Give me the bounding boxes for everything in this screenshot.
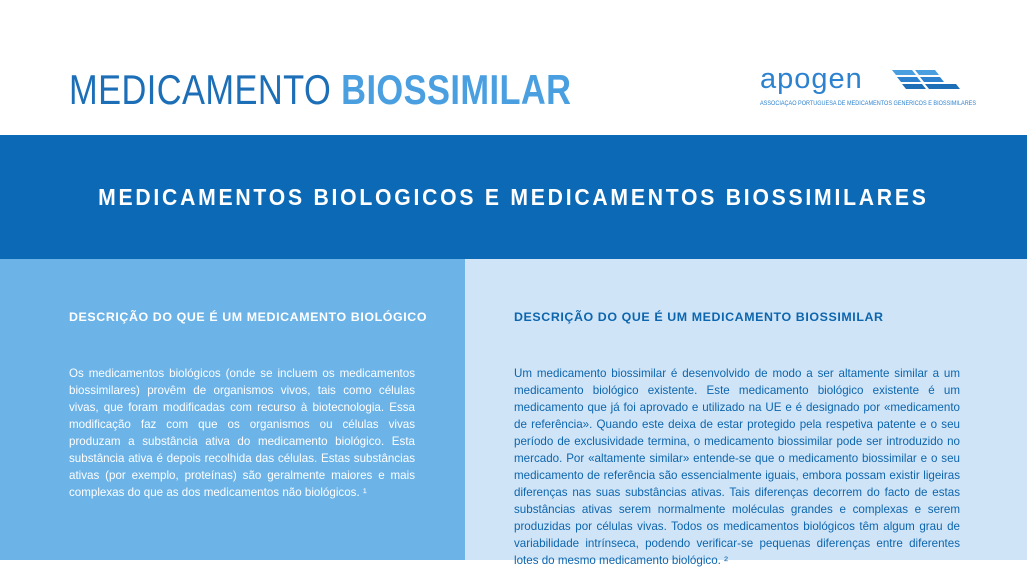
biological-medicine-panel [0, 259, 465, 560]
biosimilar-medicine-panel [465, 259, 1027, 567]
biosimilar-heading: DESCRIÇÃO DO QUE É UM MEDICAMENTO BIOSSIMILAR [514, 310, 884, 324]
biosimilar-description: Um medicamento biossimilar é desenvolvido de modo a ser altamente similar a um medicamento biológico existente. Este medicamento biológico existente é um medicamento que já foi aprovado e utilizado na UE e é designado por «medicamento de referência». Quando este deixa de estar protegido pela respetiva patente e o seu período de exclusividade termina, o medicamento biossimilar pode ser introduzido no mercado. Por «altamente similar» entende-se que o medicamento biossimilar e o seu medicamento de referência são essencialmente iguais, embora possam existir ligeiras diferenças nas suas substâncias ativas. Tais diferenças decorrem do facto de estas substâncias ativas serem normalmente moléculas grandes e complexas e serem produzidas por células vivas. Todos os medicamentos biológicos têm algum grau de variabilidade intrínseca, podendo verificar-se pequenas diferenças entre diferentes lotes do mesmo medicamento biológico. ² [514, 367, 960, 567]
document-title [69, 64, 571, 116]
logo-subtitle: ASSOCIAÇÃO PORTUGUESA DE MEDICAMENTOS GENÉRICOS E BIOSSIMILARES [760, 101, 977, 107]
title-bold: BIOSSIMILAR [341, 66, 572, 113]
logo-wordmark: apogen [760, 63, 863, 95]
biological-heading: DESCRIÇÃO DO QUE É UM MEDICAMENTO BIOLÓGICO [69, 310, 428, 324]
title-light: MEDICAMENTO [69, 66, 332, 113]
apogen-logo [760, 62, 977, 112]
biological-description: Os medicamentos biológicos (onde se incluem os medicamentos biossimilares) provêm de organismos vivos, tais como células vivas, que foram modificadas com recurso à biotecnologia. Essa modificação faz com que os organismos ou células vivas produzam a substância ativa do medicamento biológico. Esta substância ativa é depois recolhida das células. Estas substâncias ativas (por exemplo, proteínas) são geralmente maiores e mais complexas do que as dos medicamentos não biológicos. ¹ [69, 367, 415, 499]
document-header [0, 0, 1027, 135]
banner-title: MEDICAMENTOS BIOLOGICOS E MEDICAMENTOS BIOSSIMILARES [98, 183, 929, 210]
section-banner [0, 135, 1027, 259]
logo-bars-icon [890, 68, 962, 92]
